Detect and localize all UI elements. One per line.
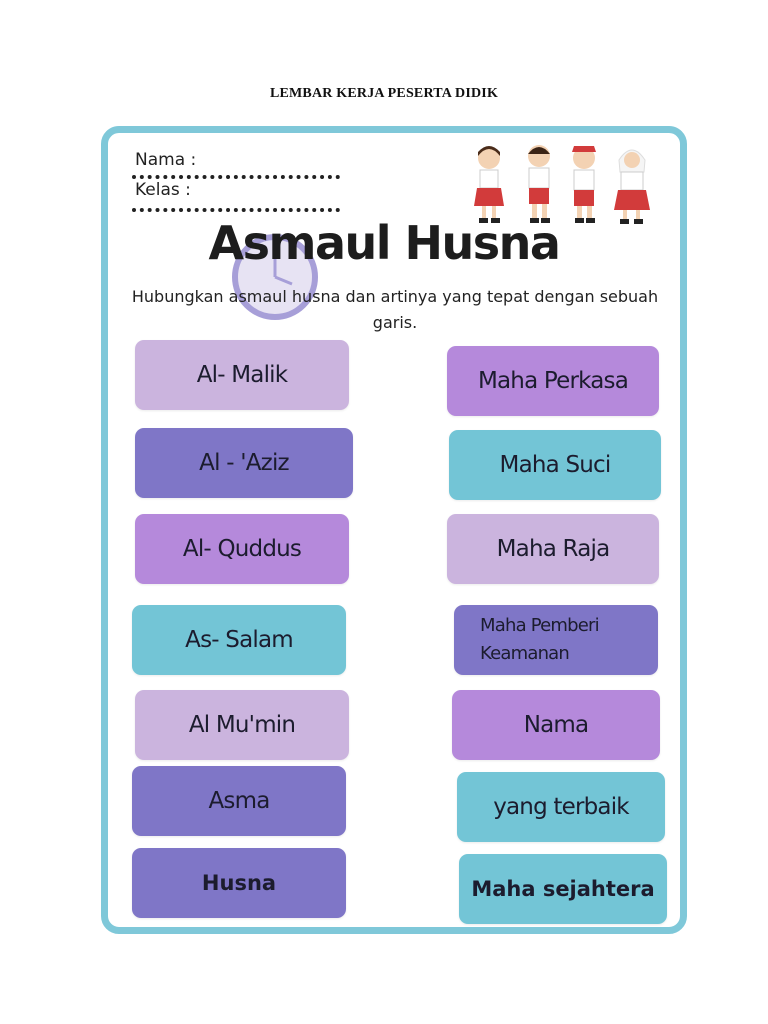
left-card-al-mumin[interactable]: Al Mu'min — [135, 690, 349, 760]
right-card-maha-sejahtera[interactable]: Maha sejahtera — [459, 854, 667, 924]
left-card-al-quddus[interactable]: Al- Quddus — [135, 514, 349, 584]
nama-answer-line[interactable] — [132, 175, 340, 179]
kelas-label: Kelas : — [135, 180, 191, 200]
kelas-answer-line[interactable] — [132, 208, 340, 212]
left-card-asma[interactable]: Asma — [132, 766, 346, 836]
left-card-al-malik[interactable]: Al- Malik — [135, 340, 349, 410]
document-title: LEMBAR KERJA PESERTA DIDIK — [269, 86, 499, 101]
right-card-maha-raja[interactable]: Maha Raja — [447, 514, 659, 584]
instruction-text: Hubungkan asmaul husna dan artinya yang tepat dengan sebuah garis. — [131, 287, 659, 332]
right-card-maha-perkasa[interactable]: Maha Perkasa — [447, 346, 659, 416]
right-card-maha-suci[interactable]: Maha Suci — [449, 430, 661, 500]
left-card-al-aziz[interactable]: Al - 'Aziz — [135, 428, 353, 498]
left-card-husna[interactable]: Husna — [132, 848, 346, 918]
right-card-nama[interactable]: Nama — [452, 690, 660, 760]
right-card-maha-pemberi-keamanan[interactable]: Maha Pemberi Keamanan — [454, 605, 658, 675]
nama-label: Nama : — [135, 150, 197, 170]
worksheet-title: Asmaul Husna — [208, 216, 560, 270]
right-card-yang-terbaik[interactable]: yang terbaik — [457, 772, 665, 842]
left-card-as-salam[interactable]: As- Salam — [132, 605, 346, 675]
